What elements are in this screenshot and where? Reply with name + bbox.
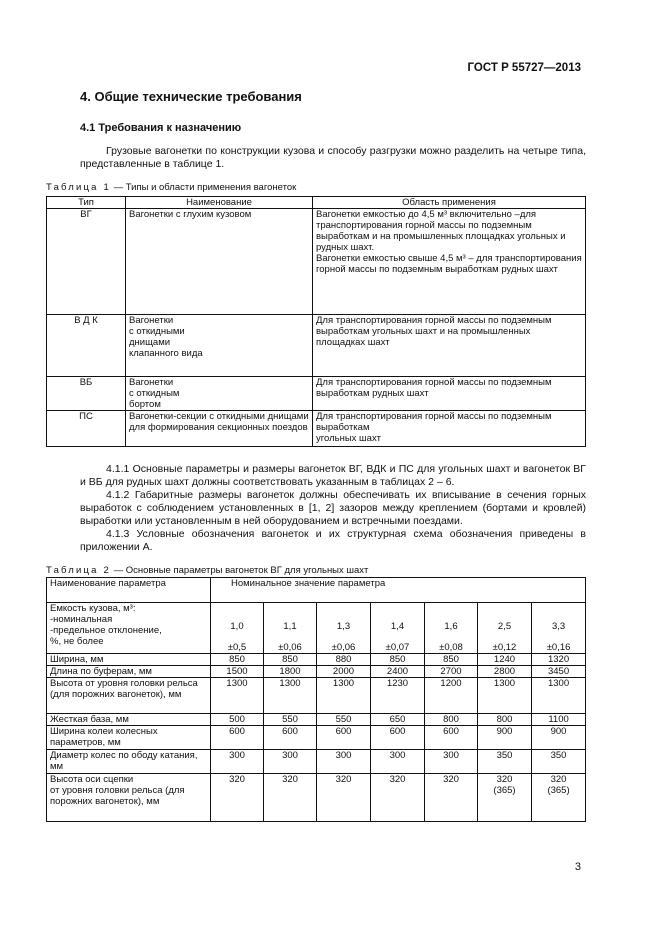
table1-caption-label: Таблица 1 bbox=[46, 182, 111, 193]
table2-row-label: Длина по буферам, мм bbox=[47, 666, 211, 678]
table2-cell: 600 bbox=[425, 726, 478, 750]
table2-cell: 320 bbox=[317, 774, 371, 822]
table2-cell: 800 bbox=[425, 714, 478, 726]
table-row bbox=[47, 678, 586, 714]
table2-cell: 850 bbox=[425, 654, 478, 666]
table1-type: ВГ bbox=[47, 209, 126, 315]
page-number: 3 bbox=[574, 861, 581, 873]
table2-cell: 2700 bbox=[425, 666, 478, 678]
table2-cell: 1320 bbox=[532, 654, 586, 666]
table1-header-area: Область применения bbox=[313, 197, 586, 209]
table2-cell: 320 (365) bbox=[532, 774, 586, 822]
table2-header-param: Наименование параметра bbox=[47, 578, 211, 603]
table2-cell: ±0,06 bbox=[317, 632, 371, 654]
paragraph-4-1-3: 4.1.3 Условные обозначения вагонеток и их структурная схема обозначения приведены в приложении А. bbox=[80, 528, 586, 553]
table2-capacity-label: Емкость кузова, м³: -номинальная -предельное отклонение, %, не более bbox=[47, 603, 211, 654]
table2-cell: 1800 bbox=[264, 666, 317, 678]
table1-area: Для транспортирования горной массы по подземным выработкам угольных шахт bbox=[313, 411, 586, 447]
table2-cell: 850 bbox=[211, 654, 264, 666]
table1-name: Вагонетки с откидными днищами клапанного вида bbox=[126, 315, 313, 377]
table-row bbox=[47, 726, 586, 750]
table1-name: Вагонетки-секции с откидными днищами для формирования секционных поездов bbox=[126, 411, 313, 447]
table1-type: ВБ bbox=[47, 377, 126, 411]
table2-cell: 2400 bbox=[371, 666, 425, 678]
table-2 bbox=[46, 577, 586, 822]
table2-row-label: Диаметр колес по ободу катания, мм bbox=[47, 750, 211, 774]
table2-cell: 600 bbox=[371, 726, 425, 750]
table2-header-row bbox=[47, 578, 586, 603]
table1-caption-text: — Типы и области применения вагонеток bbox=[110, 182, 297, 193]
table2-cell: ±0,5 bbox=[211, 632, 264, 654]
table2-cell: 320 bbox=[264, 774, 317, 822]
table2-caption-label: Таблица 2 bbox=[46, 565, 111, 576]
table2-cell: 900 bbox=[532, 726, 586, 750]
table2-cell: 1300 bbox=[317, 678, 371, 714]
table1-header-name: Наименование bbox=[126, 197, 313, 209]
table2-cell: 320 bbox=[425, 774, 478, 822]
table2-cell: 3450 bbox=[532, 666, 586, 678]
table2-header-value: Номинальное значение параметра bbox=[211, 578, 586, 603]
table2-cell: 350 bbox=[478, 750, 532, 774]
subsection-title: 4.1 Требования к назначению bbox=[80, 122, 242, 134]
table2-cell: 2,5 bbox=[478, 603, 532, 632]
section-title: 4. Общие технические требования bbox=[80, 89, 302, 104]
table2-cell: ±0,12 bbox=[478, 632, 532, 654]
table2-cell: 1500 bbox=[211, 666, 264, 678]
table-row bbox=[47, 315, 586, 377]
table1-area: Для транспортирования горной массы по подземным выработкам угольных шахт и на промышленных площадках шахт bbox=[313, 315, 586, 377]
table2-cell: 1300 bbox=[211, 678, 264, 714]
table2-caption bbox=[46, 565, 368, 576]
table-row bbox=[47, 654, 586, 666]
table2-row-label: Ширина, мм bbox=[47, 654, 211, 666]
table2-cell: 2000 bbox=[317, 666, 371, 678]
table2-cell: 1200 bbox=[425, 678, 478, 714]
table2-cell: 600 bbox=[317, 726, 371, 750]
table2-cell: 850 bbox=[371, 654, 425, 666]
table2-cell: ±0,16 bbox=[532, 632, 586, 654]
table2-cell: ±0,07 bbox=[371, 632, 425, 654]
table2-cell: 650 bbox=[371, 714, 425, 726]
table2-cell: 1,3 bbox=[317, 603, 371, 632]
table2-cell: 1,4 bbox=[371, 603, 425, 632]
table-row bbox=[47, 377, 586, 411]
table2-row-label: Высота оси сцепки от уровня головки рельса (для порожних вагонеток), мм bbox=[47, 774, 211, 822]
table1-name: Вагонетки с глухим кузовом bbox=[126, 209, 313, 315]
table2-cell: 800 bbox=[478, 714, 532, 726]
table1-area: Вагонетки емкостью до 4,5 м³ включительно –для транспортирования горной массы по подземным выработкам и на промышленных площадках угольных и рудных шахт. Вагонетки емкостью свыше 4,5 м³ – для транспортирования горной массы по подземным выработкам рудных шахт bbox=[313, 209, 586, 315]
table2-cell: 600 bbox=[211, 726, 264, 750]
table2-cell: ±0,06 bbox=[264, 632, 317, 654]
table1-header-row bbox=[47, 197, 586, 209]
table2-cell: 880 bbox=[317, 654, 371, 666]
table1-area: Для транспортирования горной массы по подземным выработкам рудных шахт bbox=[313, 377, 586, 411]
table1-name: Вагонетки с откидным бортом bbox=[126, 377, 313, 411]
table2-cell: 850 bbox=[264, 654, 317, 666]
table2-cell: 3,3 bbox=[532, 603, 586, 632]
table2-cell: 550 bbox=[317, 714, 371, 726]
table2-cell: 350 bbox=[532, 750, 586, 774]
paragraph-4-1-1: 4.1.1 Основные параметры и размеры вагонеток ВГ, ВДК и ПС для угольных шахт и вагонеток ВГ и ВБ для рудных шахт должны соответствовать указанным в таблицах 2 – 6. bbox=[80, 463, 586, 488]
table2-cell: 320 bbox=[211, 774, 264, 822]
table-row bbox=[47, 750, 586, 774]
table2-cell: 300 bbox=[211, 750, 264, 774]
table2-row-label: Жесткая база, мм bbox=[47, 714, 211, 726]
table-row bbox=[47, 411, 586, 447]
table2-cell: 300 bbox=[425, 750, 478, 774]
table-1 bbox=[46, 196, 586, 447]
table1-header-type: Тип bbox=[47, 197, 126, 209]
table2-cell: 600 bbox=[264, 726, 317, 750]
table2-cell: 1100 bbox=[532, 714, 586, 726]
table2-row-label: Ширина колеи колесных параметров, мм bbox=[47, 726, 211, 750]
table2-cell: ±0,08 bbox=[425, 632, 478, 654]
table2-cell: 1300 bbox=[478, 678, 532, 714]
table2-cell: 1300 bbox=[532, 678, 586, 714]
table2-cell: 1,1 bbox=[264, 603, 317, 632]
table2-cell: 900 bbox=[478, 726, 532, 750]
table1-type: В Д К bbox=[47, 315, 126, 377]
table2-row-label: Высота от уровня головки рельса (для порожних вагонеток), мм bbox=[47, 678, 211, 714]
table2-cell: 300 bbox=[317, 750, 371, 774]
table2-cell: 320 (365) bbox=[478, 774, 532, 822]
table2-cell: 300 bbox=[371, 750, 425, 774]
intro-paragraph: Грузовые вагонетки по конструкции кузова и способу разгрузки можно разделить на четыре типа, представленные в таблице 1. bbox=[80, 145, 586, 170]
table2-cell: 300 bbox=[264, 750, 317, 774]
table-row bbox=[47, 666, 586, 678]
table-row bbox=[47, 209, 586, 315]
table2-cell: 1300 bbox=[264, 678, 317, 714]
table2-cell: 1,0 bbox=[211, 603, 264, 632]
table-row bbox=[47, 714, 586, 726]
table-row bbox=[47, 774, 586, 822]
table1-type: ПС bbox=[47, 411, 126, 447]
table2-cell: 1,6 bbox=[425, 603, 478, 632]
table2-cell: 550 bbox=[264, 714, 317, 726]
table1-caption bbox=[46, 182, 296, 193]
table2-cell: 500 bbox=[211, 714, 264, 726]
table2-cell: 320 bbox=[371, 774, 425, 822]
document-header: ГОСТ Р 55727—2013 bbox=[467, 62, 581, 74]
table2-cell: 1240 bbox=[478, 654, 532, 666]
table2-cell: 1230 bbox=[371, 678, 425, 714]
paragraph-4-1-2: 4.1.2 Габаритные размеры вагонеток должны обеспечивать их вписывание в сечения горных выработок с соблюдением установленных в [1, 2] зазоров между креплением (бортами и кровлей) выработки или установленным в ней оборудованием и встречными поездами. bbox=[80, 489, 586, 527]
table2-cell: 2800 bbox=[478, 666, 532, 678]
table2-caption-text: — Основные параметры вагонеток ВГ для угольных шахт bbox=[110, 565, 369, 576]
table-row bbox=[47, 603, 586, 632]
